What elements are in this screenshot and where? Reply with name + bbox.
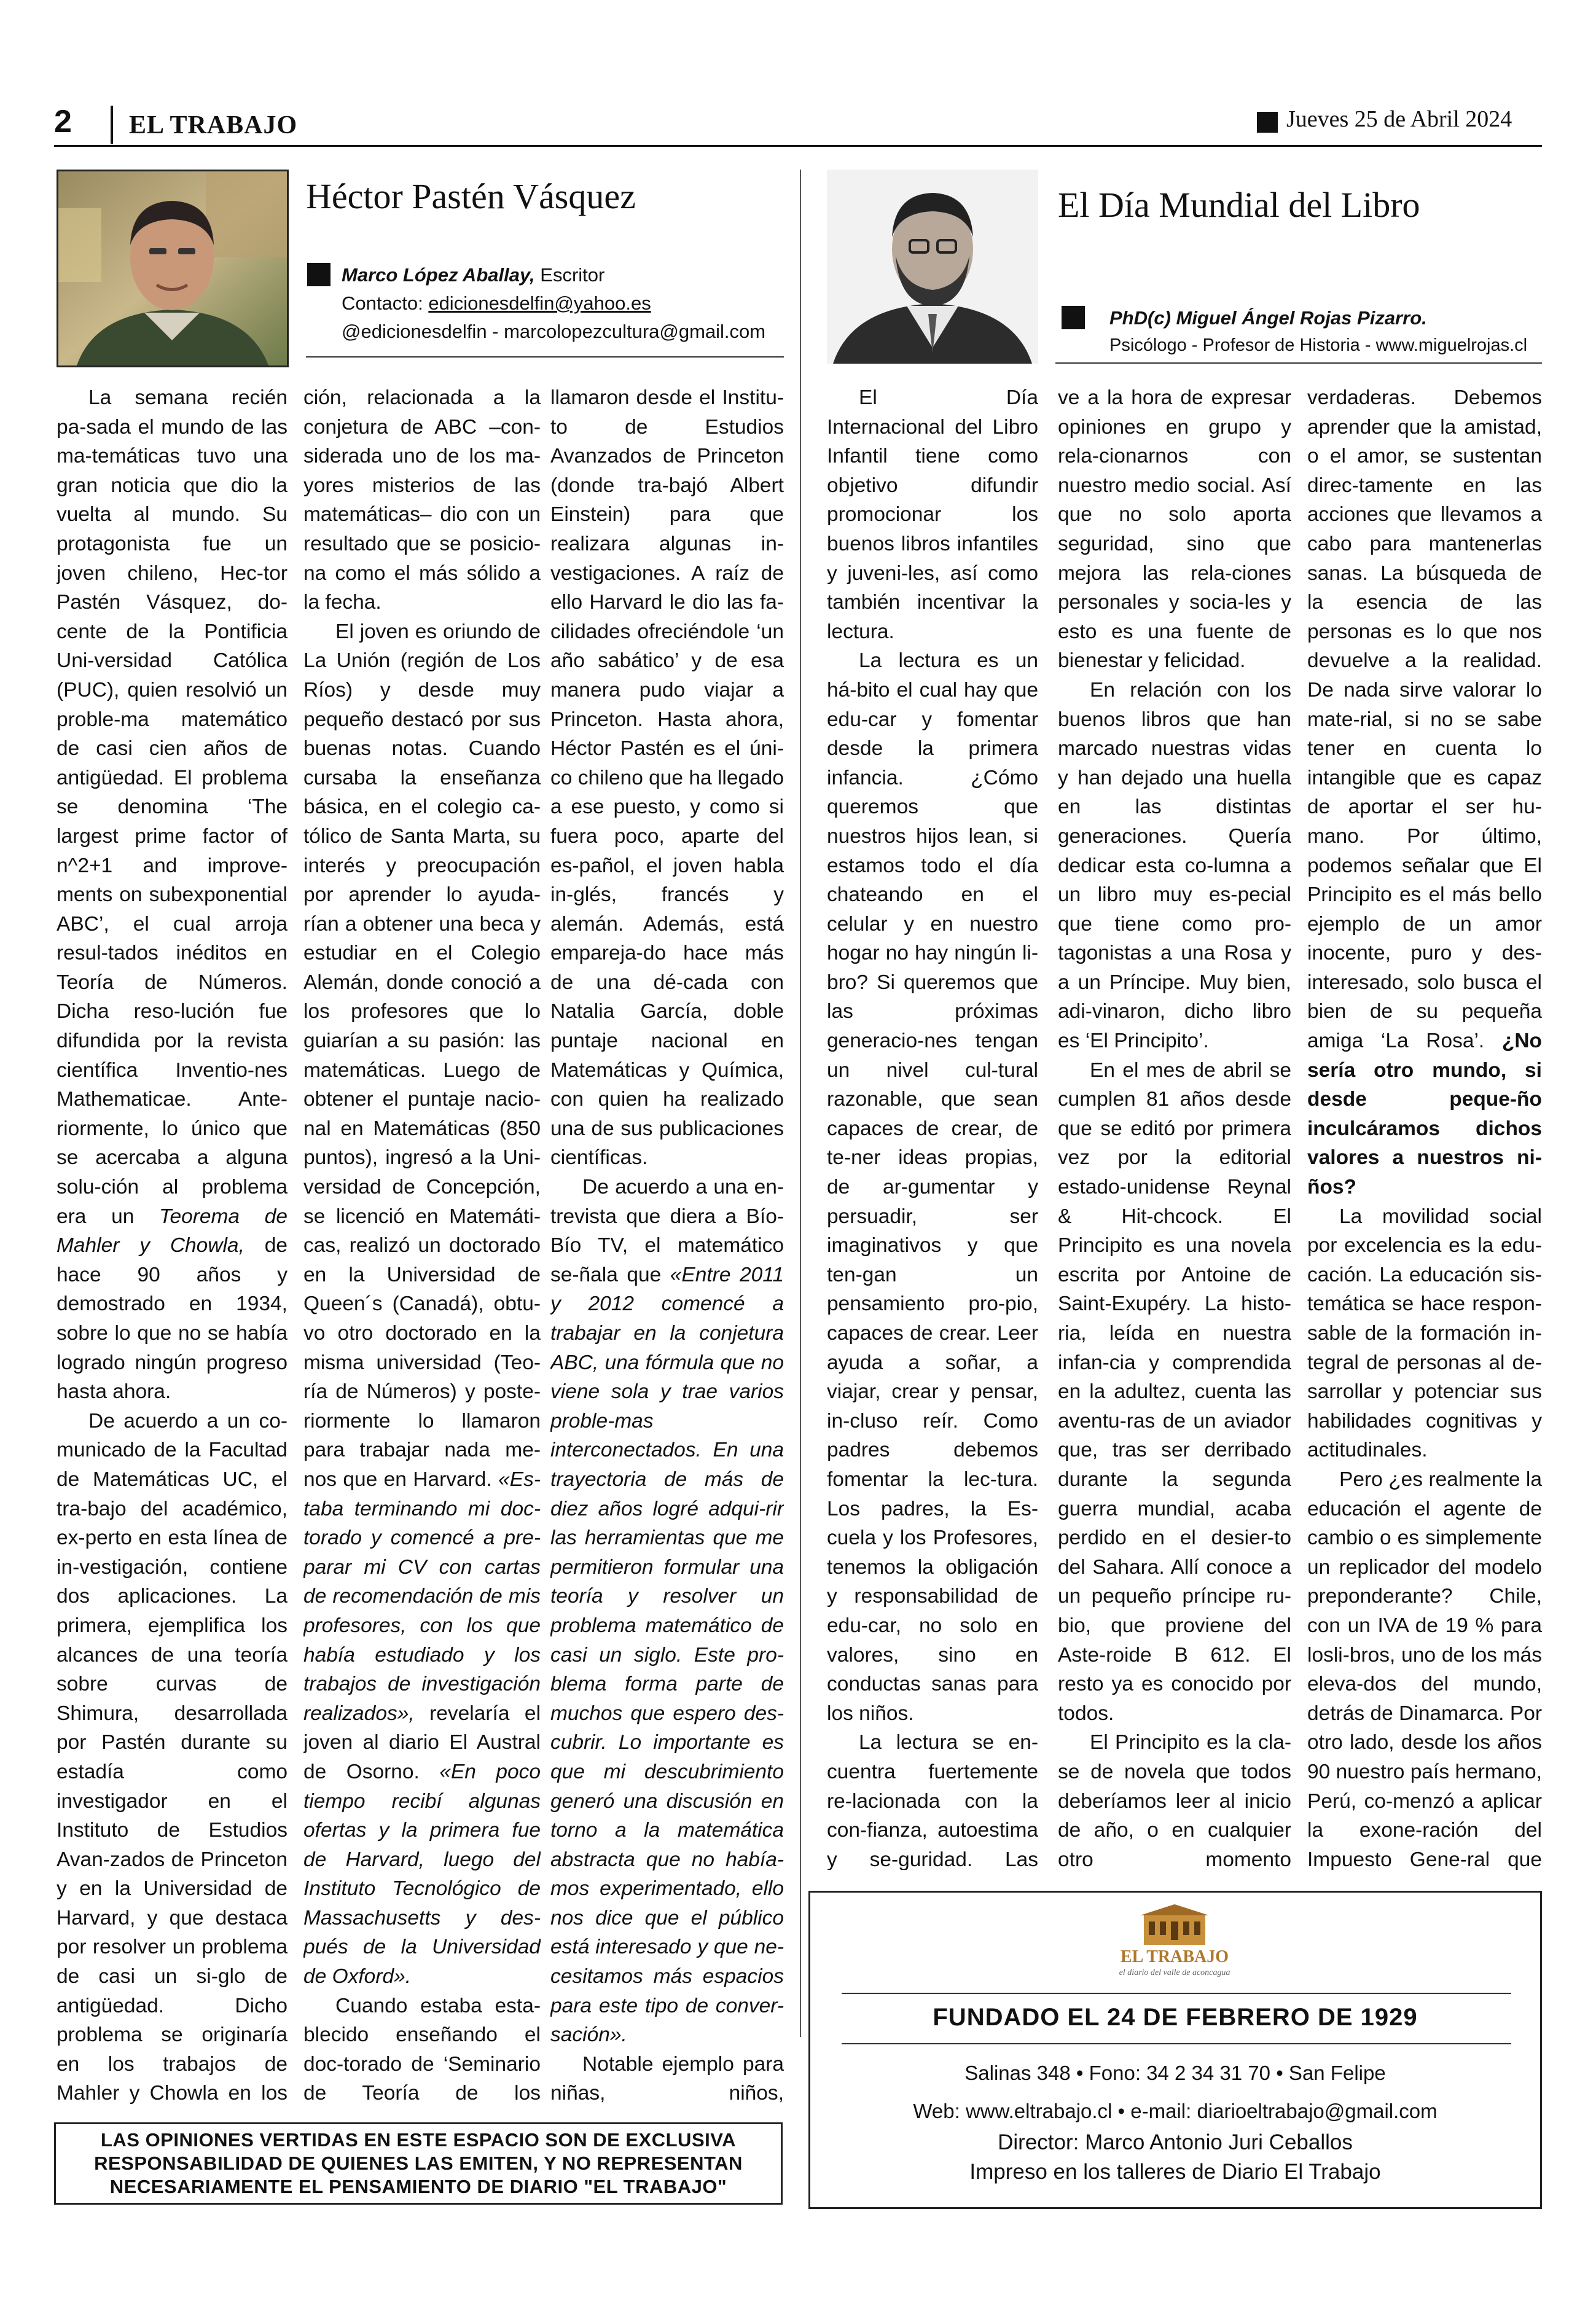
printed-line: Impreso en los talleres de Diario El Trabajo [969, 2160, 1381, 2184]
logo-subtitle: el diario del valle de aconcagua [1119, 1968, 1230, 1977]
masthead-rule [842, 1993, 1511, 1994]
column-separator [295, 387, 296, 2101]
contact-email-link[interactable]: edicionesdelfin@yahoo.es [428, 292, 651, 314]
paragraph: Pero ¿es realmente la educación el agente de cambio o es simplemente un replicador del modelo preponderante? Chile, con un IVA de 19 % para losli-bros, uno de los más eleva-dos del mundo, detrás de Dinamarca. Por otro lado, desde los años 90 nuestro país hermano, Perú, co-menzó a aplicar la exone-ración del Impuesto Gene-ral que [1307, 1468, 1542, 1870]
left-author-name: Marco López Aballay, [342, 264, 535, 286]
date-square-icon [1257, 112, 1278, 133]
paragraph: En el mes de abril se cumplen 81 años desde que se editó por primera vez por la editorial estado-unidense Reynal & Hit-chcock. El Principito es una novela escrita por Antoine de Saint-Exupéry. La histo-ria, leída en nuestra infan-cia y comprendida en la adultez, cuenta las aventu-ras de un aviador que, tras ser derribado durante la segunda guerra mundial, acaba perdido en el desier-to del Sahara. Allí conoce a un pequeño príncipe ru-bio, que proviene del Aste-roide B 612. El resto ya es conocido por todos. [1058, 1058, 1291, 1725]
paragraph: En relación con los buenos libros que han marcado nuestras vidas y han dejado una huella en las distintas generaciones. Quería dedicar esta co-lumna a un libro muy es-pecial que tiene como pro-tagonistas a una Rosa y a un Príncipe. Muy bien, adi-vinaron, dicho libro es ‘El Principito’. [1058, 678, 1291, 1053]
italic-title: Teorema de Mahler y Chowla, [57, 1205, 288, 1257]
left-article-col-1 [57, 383, 288, 2109]
left-article-col-2 [303, 383, 541, 2109]
contact-label: Contacto: [342, 292, 423, 314]
left-article-title: Héctor Pastén Vásquez [306, 176, 636, 216]
disclaimer-box [54, 2122, 783, 2205]
paragraph: De acuerdo a una en-trevista que diera a Bío-Bío TV, el matemático se-ñala que «Entre 2011 y 2012 comencé a trabajar en la conjetura ABC, una fórmula que no viene sola y trae varios proble-mas interconectados. En una trayectoria de más de diez años logré adqui-rir las herramientas que me permitieron formular una teoría y resolver un problema matemático de casi un siglo. Este pro-blema forma parte de muchos que espero des-cubrir. Lo importante es que mi descubrimiento generó una discusión en torno a la matemática abstracta que no había-mos experimentado, ello nos dice que el público está interesado y que ne-cesitamos más espacios para este tipo de conver-sación». [550, 1176, 784, 2047]
masthead-rule [842, 2043, 1511, 2044]
article-separator [800, 170, 801, 2037]
author-photo-right [827, 170, 1038, 364]
paragraph: La semana recién pa-sada el mundo de las ma-temáticas tuvo una gran noticia que dio la vuelta al mundo. Su protagonista fue un joven chileno, Hec-tor Pastén Vásquez, do-cente de la Pontificia Uni-versidad Católica (PUC), quien resolvió un proble-ma matemático de casi cien años de antigüedad. El problema se denomina ‘The largest prime factor of n^2+1 and improve-ments on subexponential ABC’, el cual arroja resul-tados inéditos en Teoría de Números. Dicha reso-lución fue difundida por la revista científica Inventio-nes Mathematicae. Ante-riormente, lo único que se acercaba a alguna solu-ción al problema era un Teorema de Mahler y Chowla, de hace 90 años y demostrado en 1934, sobre lo que no se había logrado ningún progreso hasta ahora. [57, 386, 288, 1404]
paragraph: De acuerdo a un co-municado de la Facultad de Matemáticas UC, el tra-bajo del académico, ex-perto en esta línea de in-vestigación, contiene dos aplicaciones. La primera, ejemplifica los alcances de una teoría sobre curvas de Shimura, desarrollada por Pastén durante su estadía como investigador en el Instituto de Estudios Avan-zados de Princeton y en la Universidad de Harvard, y que destaca por resolver un problema de casi un si-glo de antigüedad. Dicho problema se originaría en los trabajos de Mahler y Chowla en los [57, 1409, 288, 2105]
disclaimer-text: LAS OPINIONES VERTIDAS EN ESTE ESPACIO SON DE EXCLUSIVA RESPONSABILIDAD DE QUIENES LAS EMITEN, Y NO REPRESENTAN NECESARIAMENTE EL PENSAMIENTO DE DIARIO "EL TRABAJO" [94, 2129, 743, 2197]
right-author-name: PhD(c) Miguel Ángel Rojas Pizarro. [1109, 307, 1427, 329]
right-author-role: Psicólogo - Profesor de Historia - www.miguelrojas.cl [1109, 335, 1528, 355]
left-author-line [342, 264, 604, 286]
logo-text: EL TRABAJO [1120, 1947, 1229, 1966]
quote: «Entre 2011 y 2012 comencé a trabajar en la conjetura ABC, una fórmula que no viene sola y trae varios proble-mas interconectados. En una trayectoria de más de diez años logré adqui-rir las herramientas que me permitieron formular una teoría y resolver un problema matemático de casi un siglo. Este pro-blema forma parte de muchos que espero des-cubrir. Lo importante es que mi descubrimiento generó una discusión en torno a la matemática abstracta que no había-mos experimentado, ello nos dice que el público está interesado y que ne-cesitamos más espacios para este tipo de conver-sación». [550, 1263, 784, 2047]
paragraph: El joven es oriundo de La Unión (región de Los Ríos) y desde muy pequeño destacó por sus buenas notas. Cuando cursaba la enseñanza básica, en el colegio ca-tólico de Santa Marta, su interés y preocupación por aprender lo ayuda-rían a obtener una beca y estudiar en el Colegio Alemán, donde conoció a los profesores que lo guiarían a su pasión: las matemáticas. Luego de obtener el puntaje nacio-nal en Matemáticas (850 puntos), ingresó a la Uni-versidad de Concepción, se licenció en Matemáti-cas, realizó un doctorado en la Universidad de Queen´s (Canadá), obtu-vo otro doctorado en la misma universidad (Teo-ría de Números) y poste-riormente lo llamaron para trabajar nada me-nos que en Harvard. «Es-taba terminando mi doc-torado y comencé a pre-parar mi CV con cartas de recomendación de mis profesores, con los que había estudiado y los trabajos de investigación realizados», revelaría el joven al diario El Austral de Osorno. «En poco tiempo recibí algunas ofertas y la primera fue de Harvard, luego del Instituto Tecnológico de Massachusetts y des-pués de la Universidad de Oxford». [303, 620, 541, 1988]
header-divider [111, 106, 113, 144]
founded-line: FUNDADO EL 24 DE FEBRERO DE 1929 [933, 2004, 1418, 2031]
web-email-line[interactable]: Web: www.eltrabajo.cl • e-mail: diarioeltrabajo@gmail.com [913, 2100, 1438, 2122]
address-line: Salinas 348 • Fono: 34 2 34 31 70 • San Felipe [964, 2062, 1386, 2084]
paragraph: Notable ejemplo para niñas, niños, [550, 2052, 784, 2105]
byline-square-icon [1062, 306, 1085, 329]
header-rule [54, 145, 1542, 147]
right-article-col-2 [1058, 383, 1291, 1870]
right-article-col-1 [827, 383, 1038, 1870]
paragraph: llamaron desde el Institu-to de Estudios Avanzados de Princeton (donde tra-bajó Albert Einstein) para que realizara algunas in-vestigaciones. A raíz de ello Harvard le dio las fa-cilidades ofreciéndole ‘un año sabático’ y de esa manera pudo viajar a Princeton. Hasta ahora, Héctor Pastén es el úni-co chileno que ha llegado a ese puesto, y como si fuera poco, aparte del es-pañol, el joven habla in-glés, francés y alemán. Además, está empareja-do hace más de una dé-cada con Natalia García, doble puntaje nacional en Matemáticas y Química, con quien ha realizado una de sus publicaciones científicas. [550, 386, 784, 1170]
paragraph: ve a la hora de expresar opiniones en grupo y rela-cionarnos con nuestro medio social. Así que no solo aporta seguridad, sino que mejora las rela-ciones personales y socia-les y esto es una fuente de bienestar y felicidad. [1058, 386, 1291, 673]
left-contact [342, 292, 651, 315]
byline-square-icon [307, 263, 331, 286]
paragraph: ción, relacionada a la conjetura de ABC –con-siderada uno de los ma-yores misterios de las matemáticas– dio con un resultado que se posicio-na como el más sólido a la fecha. [303, 386, 541, 614]
left-social: @edicionesdelfin - marcolopezcultura@gmail.com [342, 321, 766, 342]
issue-date: Jueves 25 de Abril 2024 [1286, 106, 1512, 132]
author-photo-left [57, 170, 289, 367]
left-byline-rule [306, 356, 784, 358]
right-byline-rule [1055, 362, 1542, 364]
page-number: 2 [54, 104, 72, 139]
paragraph: Cuando estaba esta-blecido enseñando el doc-torado de ‘Seminario de Teoría de los [303, 1994, 541, 2105]
paper-name: EL TRABAJO [129, 111, 298, 139]
right-article-col-3 [1307, 383, 1542, 1870]
right-article-title: El Día Mundial del Libro [1058, 185, 1420, 225]
paragraph: La lectura es un há-bito el cual hay que edu-car y fomentar desde la primera infancia. ¿Cómo queremos que nuestros hijos lean, si estamos todo el día chateando en el celular y en nuestro hogar no hay ningún li-bro? Si queremos que las próximas generacio-nes tengan un nivel cul-tural razonable, que sean capaces de crear, de te-ner ideas propias, de ar-gumentar y persuadir, ser imaginativos y que ten-gan un pensamiento pro-pio, capaces de crear. Leer ayuda a soñar, a viajar, crear y pensar, in-cluso reír. Como padres debemos fomentar la lec-tura. Los padres, la Es-cuela y los Profesores, tenemos la obligación y responsabilidad de edu-car, no solo en valores, sino en conductas sanas para los niños. [827, 649, 1038, 1725]
quote: «En poco tiempo recibí algunas ofertas y la primera fue de Harvard, luego del Instituto Tecnológico de Massachusetts y des-pués de la Universidad de Oxford». [303, 1760, 541, 1988]
bold-question: ¿No sería otro mundo, si desde peque-ño inculcáramos dichos valores a nuestros ni-ños? [1307, 1030, 1542, 1199]
paragraph: El Principito es la cla-se de novela que todos deberíamos leer al inicio de año, o en cualquier otro momento [1058, 1731, 1291, 1870]
paragraph: El Día Internacional del Libro Infantil tiene como objetivo difundir promocionar los buenos libros infantiles y juveni-les, así como también incentivar la lectura. [827, 386, 1038, 643]
paragraph: La movilidad social por excelencia es la edu-cación. La educación sis-temática se hace respon-sable de la formación in-tegral de personas al de-sarrollar y potenciar sus habilidades cognitivas y actitudinales. [1307, 1205, 1542, 1462]
paragraph: La lectura se en-cuentra fuertemente re-lacionada con la con-fianza, autoestima y se-guridad. Las [827, 1731, 1038, 1870]
paragraph: verdaderas. Debemos aprender que la amistad, o el amor, se sustentan direc-tamente en las acciones que llevamos a cabo para mantenerlas sanas. La búsqueda de la esencia de las personas es lo que nos devuelve a la realidad. De nada sirve valorar lo mate-rial, si no se sabe tener en cuenta lo intangible que es capaz de aportar el ser hu-mano. Por último, podemos señalar que El Principito es el más bello ejemplo de un amor inocente, puro y des-interesado, solo busca el bien de su pequeña amiga ‘La Rosa’. ¿No sería otro mundo, si desde peque-ño inculcáramos dichos valores a nuestros ni-ños? [1307, 386, 1542, 1199]
newspaper-logo [1132, 1903, 1218, 1947]
left-article-col-3 [550, 383, 784, 2109]
quote: «Es-taba terminando mi doc-torado y comencé a pre-parar mi CV con cartas de recomendación de mis profesores, con los que había estudiado y los trabajos de investigación realizados», [303, 1468, 541, 1725]
left-author-role: Escritor [540, 264, 605, 286]
director-line: Director: Marco Antonio Juri Ceballos [998, 2130, 1353, 2154]
